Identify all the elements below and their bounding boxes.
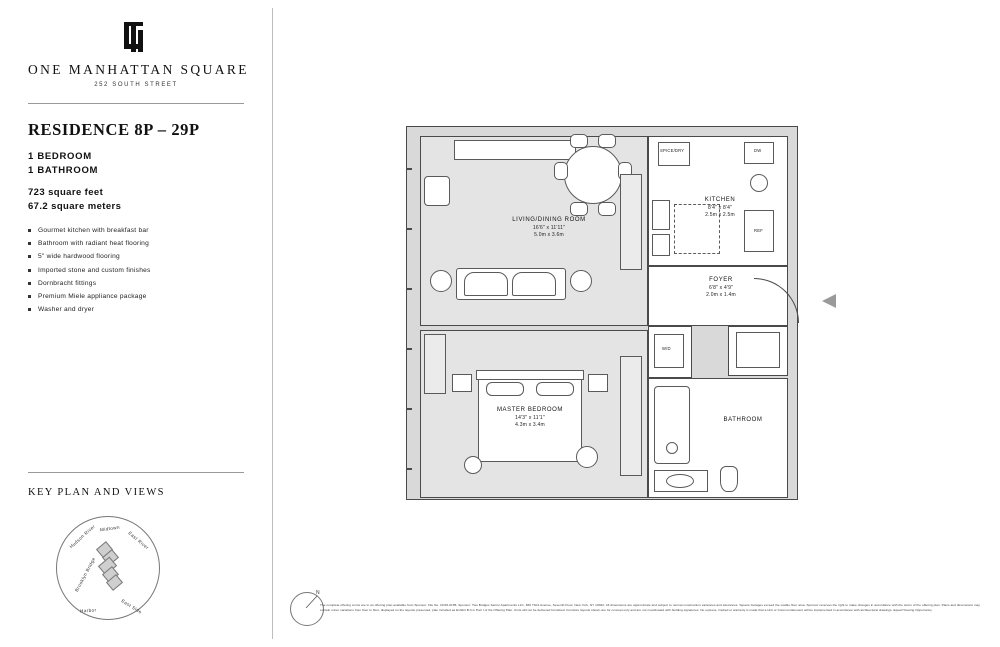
dishwasher	[744, 142, 774, 164]
dining-chair	[570, 202, 588, 216]
dishwasher-label: DW	[754, 148, 762, 153]
brand-address: 252 SOUTH STREET	[94, 82, 178, 88]
keyplan-label: Brooklyn Bridge	[73, 556, 97, 593]
keyplan-label: East Side	[120, 598, 143, 615]
bedroom-count: 1 BEDROOM	[28, 151, 92, 162]
washer-dryer-unit	[654, 334, 684, 368]
toilet	[720, 466, 738, 492]
nightstand	[452, 374, 472, 392]
cooktop	[652, 200, 670, 230]
keyplan-label: East River	[127, 530, 150, 551]
dining-chair	[598, 202, 616, 216]
list-item: Gourmet kitchen with breakfast bar	[28, 224, 248, 237]
round-side-table	[576, 446, 598, 468]
keyplan-label: Hudson River	[68, 523, 97, 550]
keyplan-label: Midtown	[99, 524, 121, 533]
spice-dry-label: SPICE/DRY	[660, 148, 685, 153]
spice-dry-cabinet	[658, 142, 690, 166]
list-item: Bathroom with radiant heat flooring	[28, 237, 248, 250]
list-item: 5" wide hardwood flooring	[28, 250, 248, 263]
sink	[652, 234, 670, 256]
room-counts	[28, 150, 98, 178]
brand-name: ONE MANHATTAN SQUARE	[28, 62, 249, 77]
list-item: Premium Miele appliance package	[28, 290, 248, 303]
pillow	[536, 382, 574, 396]
list-item: Dornbracht fittings	[28, 277, 248, 290]
kitchen-label: KITCHEN 8'4" x 8'4" 2.5m x 2.5m	[704, 197, 736, 218]
linen-shelving	[736, 332, 780, 368]
page-title: RESIDENCE 8P – 29P	[28, 120, 200, 139]
dining-chair	[598, 134, 616, 148]
area-sqft: 723 square feet	[28, 187, 104, 198]
compass-north-label: N	[316, 590, 320, 596]
breakfast-bar	[620, 174, 642, 270]
area-sqm: 67.2 square meters	[28, 201, 122, 212]
headboard	[476, 370, 584, 380]
list-item: Imported stone and custom finishes	[28, 264, 248, 277]
floor-plan	[398, 118, 818, 508]
window-band-top	[454, 140, 576, 160]
washer-dryer-label: W/D	[662, 346, 671, 351]
keyplan-label: Harbor	[79, 607, 97, 614]
side-table	[570, 270, 592, 292]
panel-divider	[272, 8, 273, 639]
compass-icon	[290, 592, 324, 626]
living-dining-room-label: LIVING/DINING ROOM 16'6" x 11'11" 5.0m x 3.6m	[512, 217, 586, 238]
pillow	[486, 382, 524, 396]
keyplan-building-footprint	[90, 544, 126, 590]
kitchen-sink-bowl	[750, 174, 768, 192]
bathroom-count: 1 BATHROOM	[28, 165, 99, 176]
round-side-table	[464, 456, 482, 474]
brand-block	[28, 22, 249, 88]
armchair	[424, 176, 450, 206]
bedroom-closet	[424, 334, 446, 394]
tub-drain	[666, 442, 678, 454]
entry-arrow-icon	[822, 294, 836, 308]
feature-list	[28, 224, 248, 316]
foyer-label: FOYER 6'8" x 4'9" 2.0m x 1.4m	[706, 277, 736, 298]
one-manhattan-square-logo-icon	[121, 22, 151, 52]
vanity-sink	[666, 474, 694, 488]
dining-chair	[570, 134, 588, 148]
sofa-cushion	[512, 272, 556, 296]
area-block	[28, 186, 121, 214]
refrigerator-label: REF	[754, 228, 763, 233]
disclaimer-text: The complete offering terms are in an offering plan available from Sponsor. File No. CD15-0185. Sponsor: Two Bridges Senior Apartments LLC, 826 Third Avenue, Seventh Floor, New York, NY 10022. All dimensions are approximate and subject to normal construction variances and tolerances. Square footages exceed the usable floor area. Sponsor reserves the right to make changes in accordance with the terms of the offering plan. Plans and dimensions may contain minor variations from floor to floor, displayed on the layouts presented, plan included as Exhibit B-3 in Part I of the Offering Plan. Units will not be delivered furnished. Furniture layouts shown are for concept only and are not coordinated with building signatures. No express, implied or warranty is made that a Unit or Common Element will be implemented in accordance with architectural drawings. Equal Housing Opportunity.	[320, 603, 980, 613]
dining-table	[564, 146, 622, 204]
side-table	[430, 270, 452, 292]
bathroom-label: BATHROOM	[723, 417, 763, 423]
list-item: Washer and dryer	[28, 303, 248, 316]
closet-shelving	[620, 356, 642, 476]
dining-chair	[554, 162, 568, 180]
keyplan-title: KEY PLAN AND VIEWS	[28, 487, 165, 498]
sofa-cushion	[464, 272, 508, 296]
keyplan-diagram	[52, 512, 168, 628]
divider-top	[28, 103, 244, 104]
master-bedroom-label: MASTER BEDROOM 14'3" x 11'1" 4.3m x 3.4m	[496, 407, 564, 428]
nightstand	[588, 374, 608, 392]
info-panel	[0, 0, 272, 647]
divider-bottom	[28, 472, 244, 473]
